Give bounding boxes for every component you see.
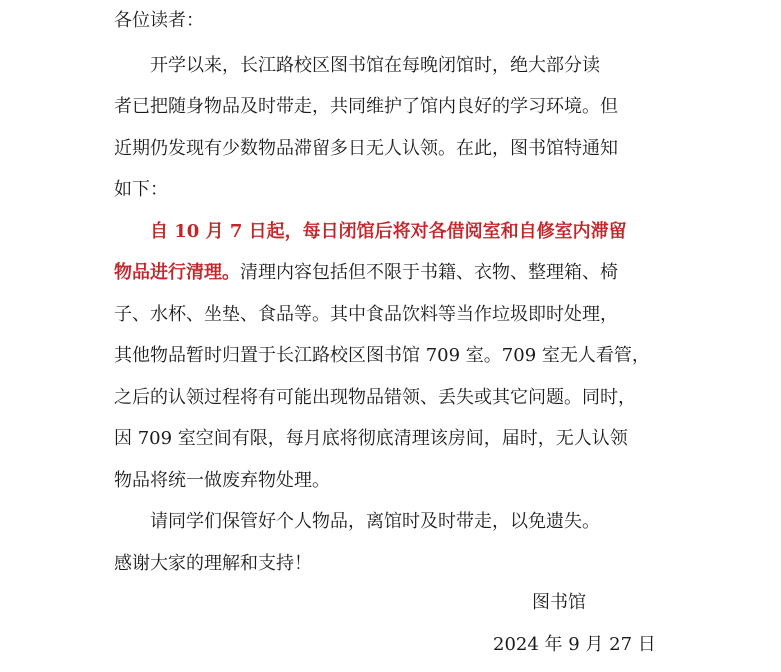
- notice-body: [114, 0, 670, 584]
- paragraph-1-line-1: 开学以来，长江路校区图书馆在每晚闭馆时，绝大部分读: [150, 54, 600, 76]
- notice-date: 2024 年 9 月 27 日: [493, 634, 656, 655]
- paragraph-2-bold-line-1: 自 10 月 7 日起，每日闭馆后将对各借阅室和自修室内滞留: [150, 220, 627, 242]
- paragraph-2-line-2-rest: 清理内容包括但不限于书籍、衣物、整理箱、椅: [240, 262, 618, 283]
- paragraph-1-line-2: 者已把随身物品及时带走，共同维护了馆内良好的学习环境。但: [114, 96, 618, 117]
- paragraph-3-line-2: 感谢大家的理解和支持！: [114, 552, 312, 574]
- paragraph-2-bold-line-2: 物品进行清理。: [114, 262, 240, 283]
- paragraph-2-line-5: 之后的认领过程将有可能出现物品错领、丢失或其它问题。同时，: [114, 386, 636, 408]
- paragraph-2-line-3: 子、水杯、坐垫、食品等。其中食品饮料等当作垃圾即时处理，: [114, 303, 618, 325]
- greeting: 各位读者：: [114, 10, 204, 31]
- paragraph-3-line-1: 请同学们保管好个人物品，离馆时及时带走，以免遗失。: [150, 511, 600, 532]
- paragraph-1-line-4: 如下：: [114, 179, 168, 200]
- paragraph-2-line-7: 物品将统一做废弃物处理。: [114, 469, 330, 491]
- paragraph-2-line-2: [114, 252, 670, 294]
- paragraph-2-line-6: 因 709 室空间有限，每月底将彻底清理该房间，届时，无人认领: [114, 428, 628, 449]
- signature: 图书馆: [532, 592, 586, 613]
- paragraph-2-line-4: 其他物品暂时归置于长江路校区图书馆 709 室。709 室无人看管，: [114, 345, 650, 366]
- paragraph-1-line-3: 近期仍发现有少数物品滞留多日无人认领。在此，图书馆特通知: [114, 137, 618, 159]
